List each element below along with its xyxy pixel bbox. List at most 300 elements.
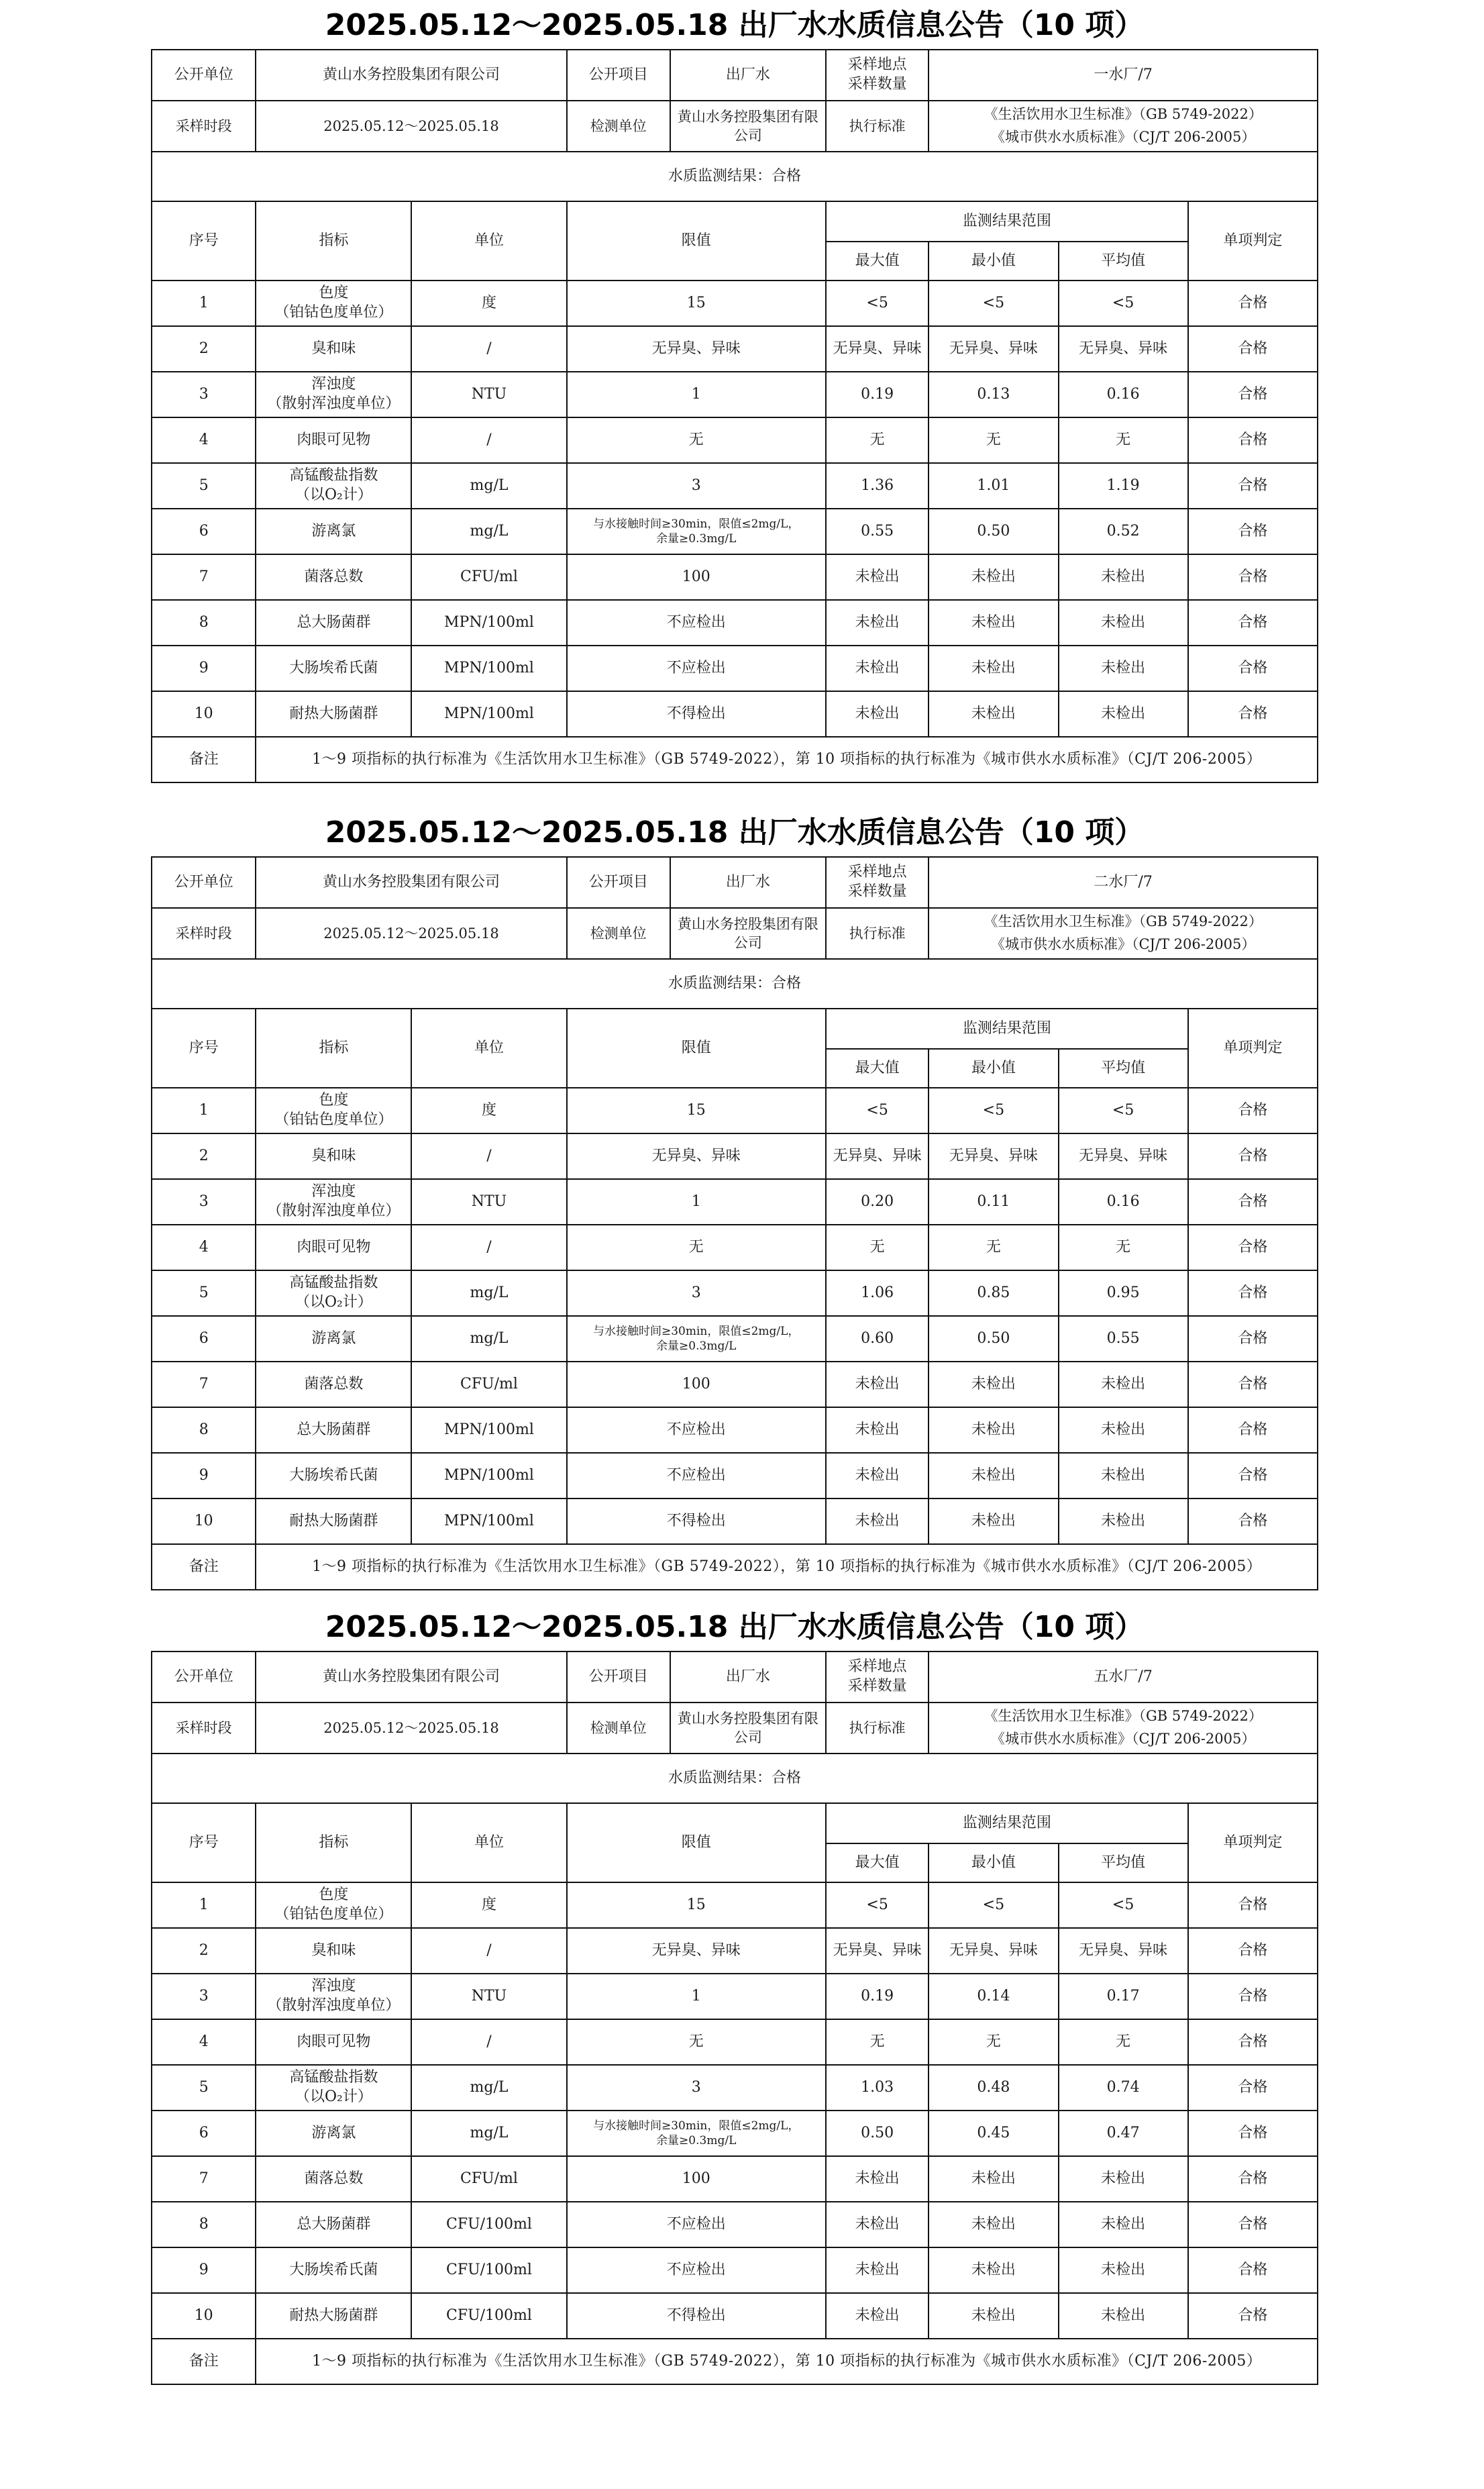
cell-limit: [567, 1362, 826, 1407]
cell-avg: 0.74: [1059, 2065, 1188, 2111]
indicator-name: 游离氯: [311, 522, 356, 540]
cell-limit: [567, 1974, 826, 2019]
cell-unit: /: [411, 2019, 566, 2065]
cell-min: 未检出: [929, 646, 1058, 691]
table-row: [152, 509, 1318, 554]
cell-verdict: 合格: [1188, 2156, 1318, 2202]
table-row: [152, 2111, 1318, 2156]
cell-limit: [567, 2065, 826, 2111]
cell-avg: 无: [1059, 2019, 1188, 2065]
indicator-name: 高锰酸盐指数: [289, 467, 378, 485]
cell-verdict: 合格: [1188, 1088, 1318, 1133]
cell-min: 0.45: [929, 2111, 1058, 2156]
cell-avg: 未检出: [1059, 691, 1188, 737]
info-row-1: [152, 1652, 1318, 1703]
period-value: 2025.05.12～2025.05.18: [256, 101, 566, 152]
cell-limit: [567, 554, 826, 600]
cell-min: 未检出: [929, 2156, 1058, 2202]
indicator-note: （铂钴色度单位）: [274, 304, 393, 321]
limit-value: 不得检出: [666, 705, 726, 722]
cell-verdict: 合格: [1188, 417, 1318, 463]
limit-value: 不应检出: [666, 2215, 726, 2233]
cell-indicator: [256, 1362, 411, 1407]
standard-line-1: 《生活饮用水卫生标准》（GB 5749-2022）: [984, 1708, 1263, 1725]
cell-verdict: 合格: [1188, 1407, 1318, 1453]
cell-unit: CFU/ml: [411, 2156, 566, 2202]
indicator-note: （散射浑浊度单位）: [267, 1997, 401, 2014]
cell-indicator: [256, 1270, 411, 1316]
cell-min: 未检出: [929, 2293, 1058, 2339]
cell-verdict: 合格: [1188, 1882, 1318, 1928]
limit-value: 无异臭、异味: [651, 1941, 741, 1959]
sample-label: [826, 1652, 929, 1703]
cell-max: 0.20: [826, 1179, 929, 1225]
cell-max: 0.60: [826, 1316, 929, 1362]
cell-unit: CFU/100ml: [411, 2247, 566, 2293]
cell-indicator: [256, 1499, 411, 1544]
lab-label: 检测单位: [567, 1703, 670, 1754]
cell-seq: 7: [152, 1362, 256, 1407]
cell-min: <5: [929, 281, 1058, 326]
cell-avg: 未检出: [1059, 2293, 1188, 2339]
cell-avg: 0.16: [1059, 372, 1188, 417]
cell-avg: 0.52: [1059, 509, 1188, 554]
cell-max: 未检出: [826, 2156, 929, 2202]
cell-min: 无: [929, 1225, 1058, 1270]
cell-min: 0.11: [929, 1179, 1058, 1225]
indicator-name: 大肠埃希氏菌: [289, 659, 378, 676]
cell-max: 未检出: [826, 1362, 929, 1407]
sample-count-label: 采样数量: [847, 883, 907, 900]
cell-verdict: 合格: [1188, 600, 1318, 646]
sample-label: [826, 50, 929, 101]
cell-indicator: [256, 463, 411, 509]
cell-avg: 无异臭、异味: [1059, 1928, 1188, 1974]
cell-verdict: 合格: [1188, 2111, 1318, 2156]
table-row: [152, 1882, 1318, 1928]
cell-max: 无异臭、异味: [826, 326, 929, 372]
water-quality-table: [151, 49, 1318, 783]
cell-seq: 5: [152, 1270, 256, 1316]
indicator-note: （以O₂计）: [295, 487, 372, 503]
cell-limit: [567, 326, 826, 372]
table-row: [152, 1499, 1318, 1544]
cell-indicator: [256, 1088, 411, 1133]
limit-value: 1: [691, 1987, 701, 2004]
cell-max: 1.36: [826, 463, 929, 509]
indicator-name: 大肠埃希氏菌: [289, 1466, 378, 1484]
indicator-name: 总大肠菌群: [297, 2215, 371, 2233]
result-summary-row: [152, 959, 1318, 1009]
item-label: 公开项目: [567, 1652, 670, 1703]
header-verdict: 单项判定: [1188, 201, 1318, 281]
standard-value: [929, 101, 1318, 152]
cell-min: 未检出: [929, 1362, 1058, 1407]
cell-indicator: [256, 509, 411, 554]
cell-unit: mg/L: [411, 509, 566, 554]
table-row: [152, 1453, 1318, 1499]
table-row: [152, 1928, 1318, 1974]
remark-text: [256, 2339, 1318, 2384]
cell-unit: MPN/100ml: [411, 646, 566, 691]
remark-label: 备注: [152, 1544, 256, 1590]
cell-avg: 未检出: [1059, 2247, 1188, 2293]
indicator-name: 高锰酸盐指数: [289, 1274, 378, 1292]
table-row: [152, 1225, 1318, 1270]
header-avg: 平均值: [1059, 242, 1188, 281]
water-quality-table: [151, 1651, 1318, 2385]
cell-verdict: 合格: [1188, 2202, 1318, 2247]
header-seq: 序号: [152, 1803, 256, 1882]
info-row-2: [152, 101, 1318, 152]
cell-unit: CFU/100ml: [411, 2293, 566, 2339]
cell-max: 未检出: [826, 1499, 929, 1544]
table-row: [152, 463, 1318, 509]
header-avg: 平均值: [1059, 1049, 1188, 1088]
table-row: [152, 281, 1318, 326]
cell-seq: 5: [152, 463, 256, 509]
cell-unit: NTU: [411, 1179, 566, 1225]
header-range: 监测结果范围: [826, 1009, 1188, 1049]
cell-max: 1.03: [826, 2065, 929, 2111]
cell-indicator: [256, 691, 411, 737]
cell-indicator: [256, 1133, 411, 1179]
cell-seq: 8: [152, 1407, 256, 1453]
standard-line-2: 《城市供水水质标准》（CJ/T 206-2005）: [990, 129, 1256, 145]
indicator-name: 高锰酸盐指数: [289, 2069, 378, 2086]
cell-avg: <5: [1059, 1882, 1188, 1928]
cell-avg: <5: [1059, 281, 1188, 326]
cell-unit: MPN/100ml: [411, 1407, 566, 1453]
cell-min: 未检出: [929, 1499, 1058, 1544]
sample-location-label: 采样地点: [847, 864, 907, 881]
cell-limit: [567, 281, 826, 326]
cell-min: 无: [929, 417, 1058, 463]
cell-min: 0.50: [929, 1316, 1058, 1362]
cell-indicator: [256, 1179, 411, 1225]
table-row: [152, 1179, 1318, 1225]
cell-limit: [567, 1928, 826, 1974]
lab-value: 黄山水务控股集团有限公司: [670, 1703, 826, 1754]
cell-max: 未检出: [826, 2293, 929, 2339]
publisher-label: 公开单位: [152, 50, 256, 101]
cell-max: 无: [826, 1225, 929, 1270]
cell-verdict: 合格: [1188, 1499, 1318, 1544]
table-row: [152, 1088, 1318, 1133]
cell-seq: 6: [152, 1316, 256, 1362]
limit-value: 与水接触时间≥30min，限值≤2mg/L，: [592, 2119, 800, 2133]
indicator-name: 臭和味: [311, 1147, 356, 1164]
limit-value: 15: [686, 1896, 706, 1913]
indicator-name: 臭和味: [311, 340, 356, 357]
cell-indicator: [256, 1453, 411, 1499]
publisher-label: 公开单位: [152, 1652, 256, 1703]
table-row: [152, 1974, 1318, 2019]
cell-seq: 5: [152, 2065, 256, 2111]
cell-verdict: 合格: [1188, 1974, 1318, 2019]
cell-min: 0.14: [929, 1974, 1058, 2019]
cell-seq: 2: [152, 1928, 256, 1974]
cell-avg: 0.95: [1059, 1270, 1188, 1316]
table-row: [152, 417, 1318, 463]
cell-verdict: 合格: [1188, 1179, 1318, 1225]
header-unit: 单位: [411, 1009, 566, 1088]
cell-limit: [567, 2019, 826, 2065]
cell-indicator: [256, 2156, 411, 2202]
table-row: [152, 326, 1318, 372]
cell-limit: [567, 2247, 826, 2293]
cell-indicator: [256, 2293, 411, 2339]
sample-value: 一水厂/7: [929, 50, 1318, 101]
cell-max: 未检出: [826, 2247, 929, 2293]
cell-indicator: [256, 646, 411, 691]
table-row: [152, 2202, 1318, 2247]
cell-unit: mg/L: [411, 2065, 566, 2111]
cell-indicator: [256, 600, 411, 646]
cell-min: 无异臭、异味: [929, 326, 1058, 372]
cell-seq: 4: [152, 1225, 256, 1270]
cell-indicator: [256, 1316, 411, 1362]
header-max: 最大值: [826, 1049, 929, 1088]
cell-unit: NTU: [411, 372, 566, 417]
cell-unit: mg/L: [411, 2111, 566, 2156]
cell-avg: 未检出: [1059, 600, 1188, 646]
cell-avg: 无异臭、异味: [1059, 1133, 1188, 1179]
standard-label: 执行标准: [826, 908, 929, 959]
indicator-name: 耐热大肠菌群: [289, 1512, 378, 1529]
indicator-name: 总大肠菌群: [297, 1421, 371, 1438]
cell-indicator: [256, 2019, 411, 2065]
cell-verdict: 合格: [1188, 2065, 1318, 2111]
cell-verdict: 合格: [1188, 1362, 1318, 1407]
limit-value: 不应检出: [666, 659, 726, 676]
remark-text-content: 1～9 项指标的执行标准为《生活饮用水卫生标准》（GB 5749-2022），第 10 项指标的执行标准为《城市供水水质标准》（CJ/T 206-2005）: [312, 1558, 1262, 1576]
cell-limit: [567, 1453, 826, 1499]
cell-unit: MPN/100ml: [411, 1453, 566, 1499]
header-row-1: [152, 1009, 1318, 1049]
header-max: 最大值: [826, 1843, 929, 1882]
cell-verdict: 合格: [1188, 281, 1318, 326]
cell-min: 0.85: [929, 1270, 1058, 1316]
standard-line-1: 《生活饮用水卫生标准》（GB 5749-2022）: [984, 913, 1263, 930]
cell-seq: 3: [152, 1179, 256, 1225]
cell-min: <5: [929, 1882, 1058, 1928]
header-unit: 单位: [411, 1803, 566, 1882]
report-block: [151, 2, 1318, 783]
indicator-name: 耐热大肠菌群: [289, 705, 378, 722]
cell-seq: 6: [152, 2111, 256, 2156]
period-value: 2025.05.12～2025.05.18: [256, 1703, 566, 1754]
cell-min: 1.01: [929, 463, 1058, 509]
cell-verdict: 合格: [1188, 509, 1318, 554]
cell-verdict: 合格: [1188, 2247, 1318, 2293]
remark-row: [152, 737, 1318, 782]
cell-max: <5: [826, 1882, 929, 1928]
cell-verdict: 合格: [1188, 691, 1318, 737]
sample-count-label: 采样数量: [847, 1678, 907, 1694]
table-row: [152, 554, 1318, 600]
cell-avg: 0.55: [1059, 1316, 1188, 1362]
limit-value: 无: [688, 1238, 704, 1256]
header-row-1: [152, 201, 1318, 242]
limit-value: 100: [682, 1375, 710, 1392]
cell-verdict: 合格: [1188, 372, 1318, 417]
sample-value: 五水厂/7: [929, 1652, 1318, 1703]
indicator-note: （铂钴色度单位）: [274, 1111, 393, 1128]
info-row-2: [152, 1703, 1318, 1754]
info-row-1: [152, 857, 1318, 908]
cell-avg: 1.19: [1059, 463, 1188, 509]
cell-seq: 10: [152, 691, 256, 737]
cell-max: 未检出: [826, 2202, 929, 2247]
indicator-name: 菌落总数: [304, 568, 364, 585]
sample-location-label: 采样地点: [847, 1658, 907, 1676]
cell-avg: 未检出: [1059, 554, 1188, 600]
cell-verdict: 合格: [1188, 1225, 1318, 1270]
header-indicator: 指标: [256, 201, 411, 281]
cell-unit: 度: [411, 281, 566, 326]
limit-value: 与水接触时间≥30min，限值≤2mg/L，: [592, 1324, 800, 1338]
result-summary-row: [152, 1754, 1318, 1803]
cell-unit: mg/L: [411, 463, 566, 509]
cell-avg: 0.16: [1059, 1179, 1188, 1225]
cell-verdict: 合格: [1188, 1133, 1318, 1179]
cell-indicator: [256, 417, 411, 463]
header-avg: 平均值: [1059, 1843, 1188, 1882]
header-max: 最大值: [826, 242, 929, 281]
report-block: [151, 1604, 1318, 2385]
indicator-name: 肉眼可见物: [297, 431, 371, 448]
remark-text-content: 1～9 项指标的执行标准为《生活饮用水卫生标准》（GB 5749-2022），第 10 项指标的执行标准为《城市供水水质标准》（CJ/T 206-2005）: [312, 2353, 1262, 2370]
cell-unit: /: [411, 1133, 566, 1179]
cell-unit: /: [411, 417, 566, 463]
indicator-name: 臭和味: [311, 1941, 356, 1959]
header-range: 监测结果范围: [826, 201, 1188, 242]
cell-max: 无异臭、异味: [826, 1928, 929, 1974]
cell-avg: 无: [1059, 1225, 1188, 1270]
table-row: [152, 1316, 1318, 1362]
cell-min: 未检出: [929, 691, 1058, 737]
cell-max: 未检出: [826, 691, 929, 737]
header-indicator: 指标: [256, 1803, 411, 1882]
table-row: [152, 372, 1318, 417]
item-label: 公开项目: [567, 857, 670, 908]
cell-max: 未检出: [826, 1407, 929, 1453]
cell-seq: 1: [152, 1882, 256, 1928]
cell-limit: [567, 600, 826, 646]
header-indicator: 指标: [256, 1009, 411, 1088]
cell-seq: 4: [152, 417, 256, 463]
cell-limit: [567, 2202, 826, 2247]
report-title: 2025.05.12～2025.05.18 出厂水水质信息公告（10 项）: [325, 8, 1145, 42]
cell-verdict: 合格: [1188, 1316, 1318, 1362]
cell-verdict: 合格: [1188, 1270, 1318, 1316]
limit-note: 余量≥0.3mg/L: [656, 532, 737, 546]
indicator-note: （以O₂计）: [295, 1294, 372, 1311]
remark-label: 备注: [152, 2339, 256, 2384]
cell-seq: 1: [152, 281, 256, 326]
cell-verdict: 合格: [1188, 1453, 1318, 1499]
cell-seq: 2: [152, 326, 256, 372]
limit-value: 不应检出: [666, 2261, 726, 2278]
cell-max: 0.19: [826, 1974, 929, 2019]
cell-limit: [567, 1133, 826, 1179]
cell-indicator: [256, 554, 411, 600]
cell-max: 0.55: [826, 509, 929, 554]
limit-value: 15: [686, 294, 706, 311]
limit-value: 无: [688, 2033, 704, 2050]
sample-count-label: 采样数量: [847, 76, 907, 93]
cell-max: 未检出: [826, 554, 929, 600]
publisher-value: 黄山水务控股集团有限公司: [256, 857, 566, 908]
limit-value: 100: [682, 568, 710, 585]
cell-seq: 10: [152, 1499, 256, 1544]
table-row: [152, 2065, 1318, 2111]
cell-indicator: [256, 1882, 411, 1928]
item-value: 出厂水: [670, 857, 826, 908]
limit-note: 余量≥0.3mg/L: [656, 1339, 737, 1353]
cell-min: 未检出: [929, 554, 1058, 600]
header-seq: 序号: [152, 1009, 256, 1088]
cell-unit: mg/L: [411, 1270, 566, 1316]
limit-value: 无: [688, 431, 704, 448]
limit-value: 3: [691, 476, 701, 494]
info-row-2: [152, 908, 1318, 959]
standard-value: [929, 1703, 1318, 1754]
cell-max: 未检出: [826, 1453, 929, 1499]
cell-max: <5: [826, 1088, 929, 1133]
indicator-note: （散射浑浊度单位）: [267, 395, 401, 412]
table-row: [152, 2156, 1318, 2202]
limit-value: 1: [691, 1192, 701, 1210]
cell-min: 未检出: [929, 600, 1058, 646]
cell-avg: <5: [1059, 1088, 1188, 1133]
table-row: [152, 1270, 1318, 1316]
limit-value: 1: [691, 385, 701, 403]
cell-unit: MPN/100ml: [411, 1499, 566, 1544]
cell-seq: 6: [152, 509, 256, 554]
cell-indicator: [256, 2247, 411, 2293]
cell-seq: 3: [152, 1974, 256, 2019]
cell-min: 无异臭、异味: [929, 1133, 1058, 1179]
period-label: 采样时段: [152, 1703, 256, 1754]
result-summary: 水质监测结果：合格: [152, 1754, 1318, 1803]
publisher-value: 黄山水务控股集团有限公司: [256, 1652, 566, 1703]
cell-min: 0.50: [929, 509, 1058, 554]
header-verdict: 单项判定: [1188, 1009, 1318, 1088]
cell-max: <5: [826, 281, 929, 326]
header-min: 最小值: [929, 1843, 1058, 1882]
report-title: 2025.05.12～2025.05.18 出厂水水质信息公告（10 项）: [325, 1610, 1145, 1644]
remark-text: [256, 1544, 1318, 1590]
cell-indicator: [256, 281, 411, 326]
limit-value: 不得检出: [666, 1512, 726, 1529]
report-block: [151, 809, 1318, 1590]
indicator-name: 总大肠菌群: [297, 613, 371, 631]
indicator-name: 色度: [319, 1092, 349, 1109]
table-row: [152, 2019, 1318, 2065]
standard-label: 执行标准: [826, 1703, 929, 1754]
cell-limit: [567, 417, 826, 463]
item-value: 出厂水: [670, 1652, 826, 1703]
cell-verdict: 合格: [1188, 1928, 1318, 1974]
limit-value: 与水接触时间≥30min，限值≤2mg/L，: [592, 517, 800, 531]
indicator-name: 游离氯: [311, 1329, 356, 1347]
cell-unit: /: [411, 1225, 566, 1270]
cell-seq: 9: [152, 646, 256, 691]
cell-min: 0.13: [929, 372, 1058, 417]
limit-value: 3: [691, 2078, 701, 2096]
